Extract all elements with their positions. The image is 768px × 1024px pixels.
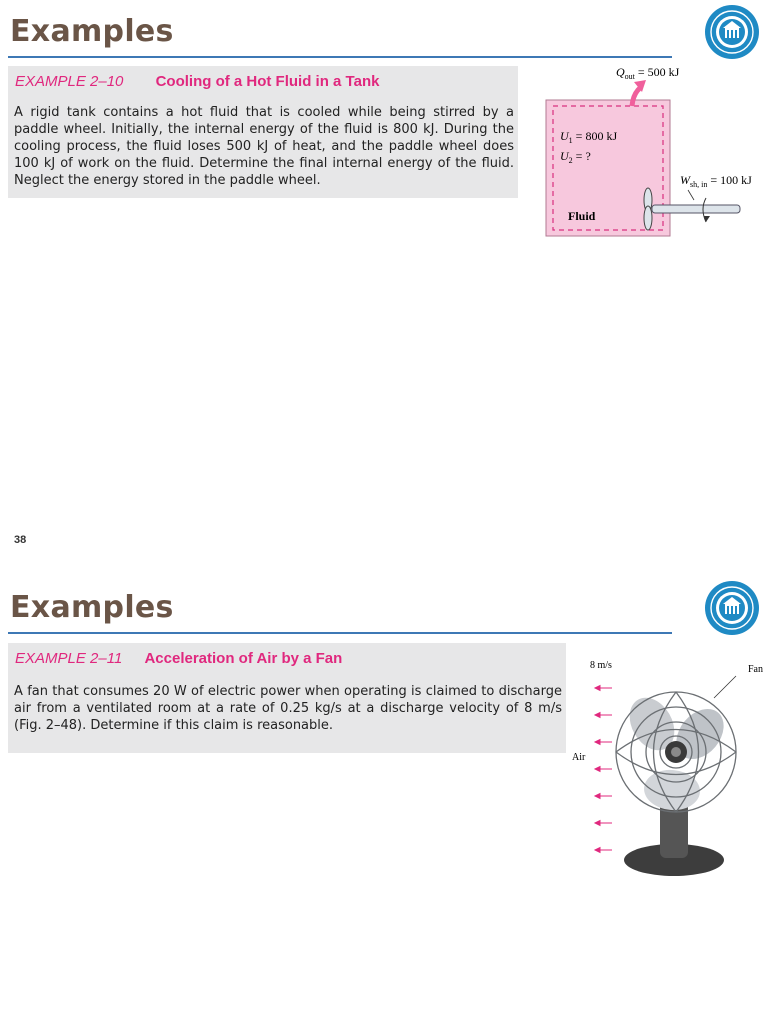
- q-out-label: $Q_{out} = 500$ kJ: [616, 65, 680, 81]
- speed-label: 8 m/s: [590, 660, 612, 671]
- air-arrowhead: [595, 821, 600, 826]
- air-flow-arrows: [595, 686, 612, 853]
- air-arrowhead: [595, 740, 600, 745]
- example-text: A fan that consumes 20 W of electric power when operating is claimed to discharge air from a ventilated room at a rate of 0.25 kg/s at a discharge velocity of 8 m/s (Fig. 2–48). Determine if this claim is reasonable.: [14, 684, 562, 733]
- university-seal-icon: [704, 4, 760, 60]
- air-arrowhead: [595, 794, 600, 799]
- example-number: EXAMPLE 2–10: [15, 73, 124, 90]
- example-box: [8, 643, 566, 753]
- title-rule: [8, 632, 672, 634]
- example-number: EXAMPLE 2–11: [15, 650, 123, 667]
- air-arrowhead: [595, 767, 600, 772]
- example-title: Acceleration of Air by a Fan: [144, 650, 343, 667]
- slide-title: Examples: [10, 14, 174, 49]
- leader-line: [688, 190, 694, 200]
- tank-figure: [520, 58, 768, 243]
- example-heading: [15, 73, 379, 90]
- fan-figure: [566, 652, 766, 882]
- example-heading: [15, 650, 342, 667]
- fan-hub-cap: [671, 747, 681, 757]
- example-text: A rigid tank contains a hot fluid that is cooled while being stirred by a paddle wheel. Initially, the internal energy of the fluid is 800 kJ. During the cooling process, the fluid loses 500 kJ of heat, and the paddle wheel does 100 kJ of work on the fluid. Determine the final internal energy of the fluid. Neglect the energy stored in the paddle wheel.: [14, 105, 514, 188]
- example-title: Cooling of a Hot Fluid in a Tank: [155, 73, 380, 90]
- slide-example-2-11: [0, 512, 768, 1024]
- u2-label: $U_2$ = ?: [560, 149, 591, 165]
- paddle-blade-lower: [644, 206, 652, 230]
- example-box: [8, 66, 518, 198]
- air-arrowhead: [595, 686, 600, 691]
- shaft-work-label: $W_{sh, in} = 100$ kJ: [680, 173, 752, 189]
- page-number: 38: [14, 534, 27, 546]
- air-arrowhead: [595, 848, 600, 853]
- fan-leader-line: [714, 676, 736, 698]
- air-arrowhead: [595, 713, 600, 718]
- air-label: Air: [572, 752, 586, 763]
- slide-title: Examples: [10, 590, 174, 625]
- shaft: [652, 205, 740, 213]
- fan-label: Fan: [748, 664, 763, 675]
- u1-label: $U_1 = 800$ kJ: [560, 129, 618, 145]
- fluid-label: Fluid: [568, 209, 596, 223]
- university-seal-icon: [704, 580, 760, 636]
